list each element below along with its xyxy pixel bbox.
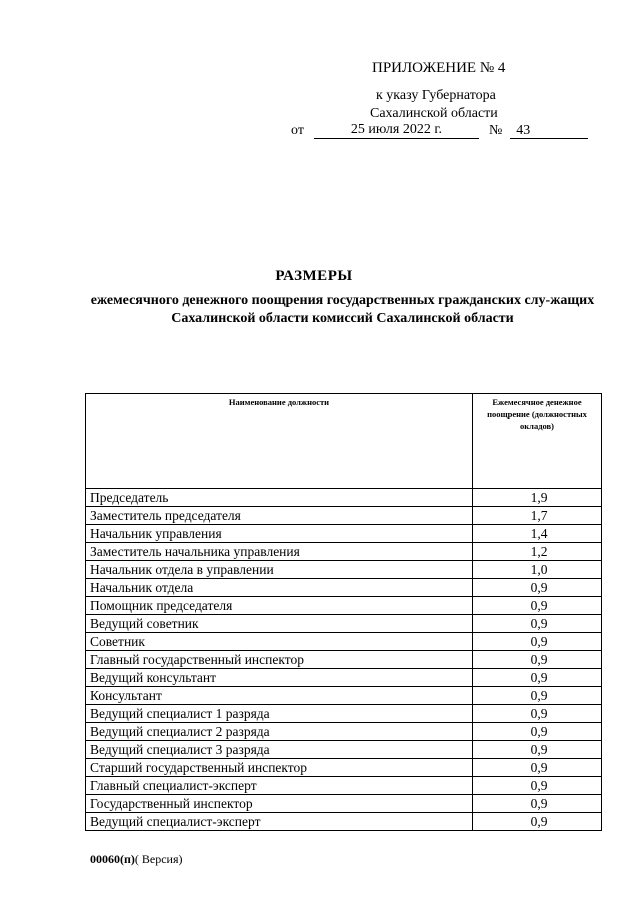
table-row	[86, 489, 602, 507]
number-label: №	[488, 123, 503, 138]
position-name: Заместитель начальника управления	[86, 543, 473, 561]
bonus-value: 0,9	[473, 687, 602, 705]
table-row	[86, 597, 602, 615]
table-row	[86, 741, 602, 759]
decree-line-1: к указу Губернатора	[376, 88, 496, 103]
position-name: Председатель	[86, 489, 473, 507]
position-name: Ведущий специалист-эксперт	[86, 813, 473, 831]
document-title: РАЗМЕРЫ	[275, 268, 353, 284]
position-name: Старший государственный инспектор	[86, 759, 473, 777]
bonus-value: 0,9	[473, 633, 602, 651]
table-row	[86, 507, 602, 525]
table-row	[86, 813, 602, 831]
table-row	[86, 579, 602, 597]
position-name: Ведущий специалист 2 разряда	[86, 723, 473, 741]
position-name: Заместитель председателя	[86, 507, 473, 525]
from-label: от	[291, 123, 304, 138]
bonus-value: 1,0	[473, 561, 602, 579]
bonus-value: 0,9	[473, 813, 602, 831]
bonus-value: 0,9	[473, 759, 602, 777]
bonus-value: 0,9	[473, 579, 602, 597]
position-name: Начальник отдела	[86, 579, 473, 597]
decree-number: 43	[510, 123, 588, 139]
position-name: Ведущий консультант	[86, 669, 473, 687]
column-header-bonus: Ежемесячное денежное поощрение (должностных окладов)	[473, 394, 602, 489]
position-name: Помощник председателя	[86, 597, 473, 615]
position-name: Ведущий специалист 3 разряда	[86, 741, 473, 759]
bonus-value: 0,9	[473, 615, 602, 633]
table-row	[86, 651, 602, 669]
bonus-value: 0,9	[473, 669, 602, 687]
position-name: Начальник управления	[86, 525, 473, 543]
table-row	[86, 615, 602, 633]
bonus-value: 0,9	[473, 597, 602, 615]
bonus-value: 0,9	[473, 777, 602, 795]
position-name: Ведущий специалист 1 разряда	[86, 705, 473, 723]
bonus-value: 1,4	[473, 525, 602, 543]
bonus-table	[85, 393, 602, 831]
table-row	[86, 777, 602, 795]
document-code: 00060(п)	[90, 852, 135, 866]
table-body	[86, 489, 602, 831]
decree-reference	[370, 87, 498, 123]
position-name: Государственный инспектор	[86, 795, 473, 813]
table-row	[86, 795, 602, 813]
bonus-value: 0,9	[473, 741, 602, 759]
document-subtitle: ежемесячного денежного поощрения государственных гражданских слу-жащих Сахалинской области комиссий Сахалинской области	[90, 293, 595, 326]
decree-line-2: Сахалинской области	[370, 106, 498, 121]
table-row	[86, 561, 602, 579]
decree-date-row	[291, 122, 588, 139]
bonus-value: 0,9	[473, 651, 602, 669]
position-name: Главный специалист-эксперт	[86, 777, 473, 795]
position-name: Ведущий советник	[86, 615, 473, 633]
table-row	[86, 633, 602, 651]
bonus-value: 1,2	[473, 543, 602, 561]
table-row	[86, 687, 602, 705]
bonus-value: 0,9	[473, 795, 602, 813]
table-row	[86, 669, 602, 687]
annex-title: ПРИЛОЖЕНИЕ № 4	[372, 60, 506, 76]
column-header-position: Наименование должности	[86, 394, 473, 489]
table-header-row	[86, 394, 602, 489]
table-row	[86, 705, 602, 723]
position-name: Советник	[86, 633, 473, 651]
position-name: Начальник отдела в управлении	[86, 561, 473, 579]
table-row	[86, 543, 602, 561]
bonus-value: 0,9	[473, 705, 602, 723]
footer-code	[90, 852, 183, 867]
version-label: ( Версия)	[134, 852, 183, 866]
bonus-value: 1,9	[473, 489, 602, 507]
bonus-value: 1,7	[473, 507, 602, 525]
decree-date: 25 июля 2022 г.	[314, 122, 479, 139]
bonus-value: 0,9	[473, 723, 602, 741]
position-name: Главный государственный инспектор	[86, 651, 473, 669]
table-row	[86, 759, 602, 777]
position-name: Консультант	[86, 687, 473, 705]
table-row	[86, 525, 602, 543]
table-row	[86, 723, 602, 741]
